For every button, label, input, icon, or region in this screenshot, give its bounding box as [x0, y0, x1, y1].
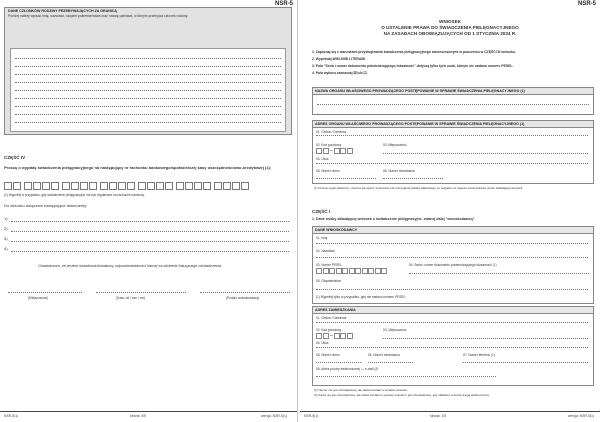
attachments-title: Do wniosku dołączam następujące dokumenty: — [4, 203, 88, 208]
res-gmina-label: 01. Gmina / Dzielnica — [316, 316, 347, 320]
family-abroad-field[interactable] — [10, 48, 286, 132]
applicant-id-note: (1) Wypełnij tylko w przypadku, gdy nie nadano numeru PESEL. — [316, 295, 407, 299]
res-house-label: 05. Numer domu — [316, 353, 340, 357]
organ-house-label: 05. Numer domu — [316, 169, 340, 173]
instruction-2: 2. Wypełniaj WIELKIMI LITERAMI. — [312, 57, 367, 61]
res-postcode-label: 02. Kod pocztowy — [316, 328, 342, 332]
citizenship-field[interactable] — [316, 289, 588, 290]
id-document-label: 04. Seria i numer dokumentu potwierdzającego tożsamość (1) — [409, 263, 497, 267]
first-name-label: 01. Imię — [316, 236, 328, 240]
place-label: (Miejscowość) — [28, 296, 49, 300]
family-abroad-text: Poniżej należy wpisać imię, nazwisko, stopień pokrewieństwa oraz nazwę państwa, w którym przebywa członek rodziny. — [8, 14, 189, 18]
date-label: (Data: dd / mm / rrrr) — [116, 296, 146, 300]
res-city-label: 03. Miejscowość — [383, 328, 407, 332]
res-flat-label: 06. Numer mieszkania — [368, 353, 400, 357]
organ-name-box[interactable] — [312, 87, 594, 115]
citizenship-label: 05. Obywatelstwo — [316, 279, 342, 283]
res-flat-field[interactable] — [368, 362, 413, 363]
instruction-4: 4. Pola wyboru zaznaczaj ☒ lub ☑. — [312, 71, 368, 75]
res-gmina-field[interactable] — [316, 322, 588, 323]
signature-field[interactable] — [200, 292, 290, 293]
footer-code: NSR-5(1) — [304, 414, 319, 418]
pesel-label: 03. Numer PESEL — [316, 263, 343, 267]
bank-account-title: Proszę o wypłatę świadczenia pielęgnacyjnego na następujący nr rachunku bankowego/spółdzielczej kasy oszczędnościowo-kredytowej (1): — [4, 165, 272, 170]
organ-postcode-input[interactable]: – — [316, 148, 353, 154]
instruction-3: 3. Pola "Seria i numer dokumentu potwierdzającego tożsamość" dotyczą tylko tych osób, którym nie nadano numeru PESEL. — [312, 64, 514, 68]
residence-note-2: (2) Adres nie jest obowiązkowy, ale ułatwi kontakt w sprawie wniosku i jest obowiązkowy, gdy składasz wniosek drogą elektroniczną. — [314, 393, 490, 397]
residence-header: ADRES ZAMIESZKANIA — [313, 307, 593, 314]
organ-postcode-label: 02. Kod pocztowy — [316, 143, 342, 147]
attachment-row[interactable]: 2) — [4, 222, 289, 232]
res-house-field[interactable] — [316, 362, 361, 363]
email-field[interactable] — [316, 376, 496, 377]
footer-version: wersja: NSR-5(1) — [261, 414, 287, 418]
res-postcode-input[interactable]: – — [316, 333, 353, 339]
signature-label: (Podpis wnioskodawcy) — [226, 296, 260, 300]
family-abroad-title: DANE CZŁONKÓW RODZINY PRZEBYWAJĄCYCH ZA GRANICĄ — [8, 9, 118, 13]
first-name-field[interactable] — [316, 243, 588, 244]
form-title-main: WNIOSEK — [439, 19, 461, 24]
res-street-field[interactable] — [316, 347, 588, 348]
right-page — [300, 0, 600, 422]
organ-flat-label: 06. Numer mieszkania — [383, 169, 415, 173]
organ-house-field[interactable] — [316, 178, 376, 179]
footer-page: strona: 1/5 — [430, 414, 447, 418]
organ-address-header: ADRES ORGANU WŁAŚCIWEGO PROWADZĄCEGO POSTĘPOWANIE W SPRAWIE ŚWIADCZENIA PIELĘGNACYJNEGO (1) — [313, 121, 593, 128]
footer-version: wersja: NSR-5(1) — [568, 414, 594, 418]
section-iv-heading: CZĘŚĆ IV — [4, 155, 26, 160]
organ-note: (1) Proszę organ właściwy, rzeczna się wpisz, konkretnie lub przesyłania składa właściwego ze względu na miejsce zamieszkania osoby składającej wniosek. — [314, 186, 524, 190]
residence-note-1: (1) Numer nie jest obowiązkowy, ale ułatwi kontakt w sprawie wniosku. — [314, 388, 408, 392]
family-abroad-box — [4, 7, 292, 135]
pesel-input[interactable] — [316, 268, 388, 274]
res-city-field[interactable] — [383, 338, 588, 339]
organ-street-label: 04. Ulica — [316, 157, 329, 161]
form-title-line3: NA ZASADACH OBOWIĄZUJĄCYCH OD 1 STYCZNIA 2024 R. — [383, 31, 517, 36]
phone-field[interactable] — [463, 362, 588, 363]
organ-gmina-label: 01. Gmina / Dzielnica — [316, 130, 347, 134]
last-name-label: 02. Nazwisko — [316, 249, 335, 253]
bank-account-input[interactable] — [4, 182, 250, 190]
footer-page: strona: 5/5 — [130, 414, 147, 418]
organ-city-label: 03. Miejscowość — [383, 143, 407, 147]
form-code: NSR-5 — [274, 1, 293, 7]
footer-code: NSR-5(1) — [4, 414, 19, 418]
applicant-data-box — [312, 226, 594, 304]
declaration-text: Oświadczam, że jestem świadoma/świadomy odpowiedzialności karnej za złożenie fałszywego oświadczenia. — [38, 264, 223, 268]
organ-address-box — [312, 120, 594, 184]
organ-street-field[interactable] — [316, 163, 588, 164]
organ-name-header: NAZWA ORGANU WŁAŚCIWEGO PROWADZĄCEGO POSTĘPOWANIE W SPRAWIE ŚWIADCZENIA PIELĘGNACYJNEGO (1) — [313, 88, 593, 95]
instruction-1: 1. Zapoznaj się z warunkami przysługiwania świadczenia pielęgnacyjnego zamieszczonymi w pouczeniu w CZĘŚCI III wniosku. — [312, 50, 516, 54]
organ-flat-field[interactable] — [383, 178, 443, 179]
applicant-data-header: DANE WNIOSKODAWCY — [313, 227, 593, 234]
organ-city-field[interactable] — [383, 153, 588, 154]
place-field[interactable] — [8, 292, 82, 293]
bank-account-note: (1) Wypełnij w przypadku, gdy świadczenie pielęgnacyjne ma być wypłacane na rachunek bankowy. — [4, 193, 145, 197]
last-name-field[interactable] — [316, 257, 588, 258]
res-street-label: 04. Ulica — [316, 341, 329, 345]
date-field[interactable] — [96, 292, 186, 293]
phone-label: 07. Numer telefonu (1) — [463, 353, 495, 357]
form-title-line2: O USTALENIE PRAWA DO ŚWIADCZENIA PIELĘGNACYJNEGO — [381, 25, 519, 30]
attachment-row[interactable]: 1) — [4, 212, 289, 222]
residence-box — [312, 306, 594, 386]
part1-title: 1. Dane osoby składającej wniosek o świadczenie pielęgnacyjne, zwanej dalej "wnioskodawcą". — [312, 217, 476, 221]
left-page — [0, 0, 298, 422]
part1-heading: CZĘŚĆ I — [312, 209, 331, 214]
organ-gmina-field[interactable] — [316, 135, 588, 136]
attachment-row[interactable]: 3) — [4, 232, 289, 242]
form-code: NSR-5 — [577, 1, 596, 7]
id-document-field[interactable] — [409, 273, 589, 274]
email-label: 08. Adres poczty elektronicznej — e-mail (2) — [316, 367, 379, 371]
attachment-row[interactable]: 4) — [4, 242, 289, 252]
attachments-list — [4, 212, 289, 252]
